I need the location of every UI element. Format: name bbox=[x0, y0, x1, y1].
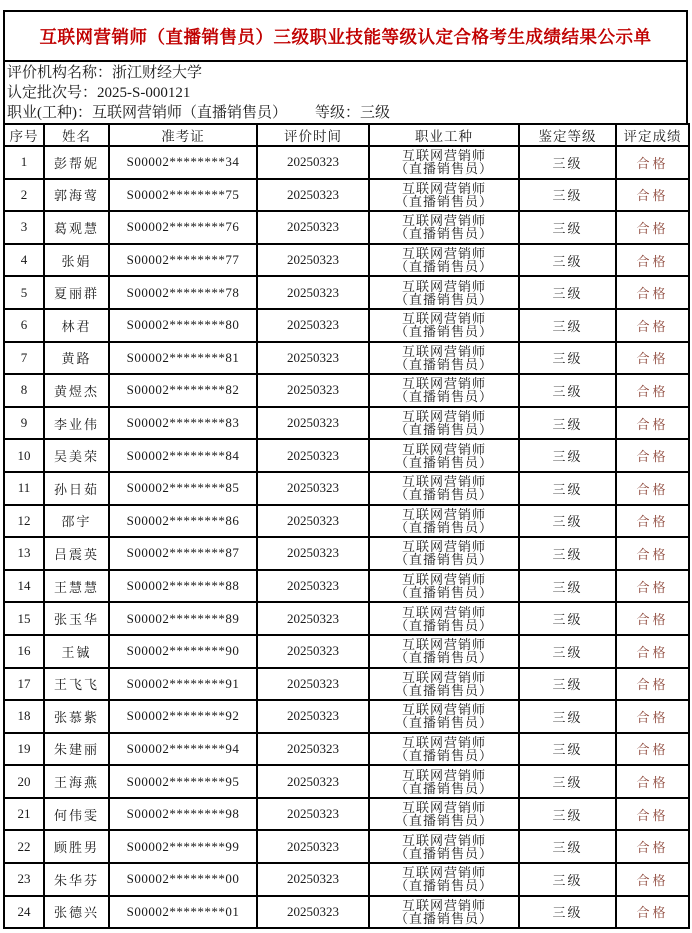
cell-result: 合格 bbox=[616, 472, 689, 505]
cell-level: 三级 bbox=[519, 765, 616, 798]
cell-level: 三级 bbox=[519, 146, 616, 179]
cell-seq: 21 bbox=[4, 798, 44, 831]
cell-eval-time: 20250323 bbox=[257, 439, 369, 472]
info-section bbox=[3, 62, 688, 123]
occupation-line1: 互联网营销师 bbox=[401, 897, 486, 913]
cell-eval-time: 20250323 bbox=[257, 146, 369, 179]
occupation-line2: （直播销售员） bbox=[394, 193, 493, 209]
cell-eval-time: 20250323 bbox=[257, 765, 369, 798]
cell-result: 合格 bbox=[616, 276, 689, 309]
cell-level: 三级 bbox=[519, 830, 616, 863]
cell-ticket: S00002********89 bbox=[109, 602, 257, 635]
cell-seq: 19 bbox=[4, 733, 44, 766]
cell-eval-time: 20250323 bbox=[257, 602, 369, 635]
cell-result: 合格 bbox=[616, 668, 689, 701]
cell-name: 邵宇 bbox=[44, 505, 109, 538]
cell-occupation bbox=[369, 309, 519, 342]
occupation-line1: 互联网营销师 bbox=[401, 213, 486, 229]
cell-name: 郭海莺 bbox=[44, 179, 109, 212]
cell-result: 合格 bbox=[616, 146, 689, 179]
info-occupation: 职业(工种)：互联网营销师（直播销售员） bbox=[7, 104, 287, 121]
occupation-line2: （直播销售员） bbox=[394, 715, 493, 731]
cell-result: 合格 bbox=[616, 635, 689, 668]
cell-name: 彭帮妮 bbox=[44, 146, 109, 179]
cell-name: 张德兴 bbox=[44, 896, 109, 929]
cell-name: 李业伟 bbox=[44, 407, 109, 440]
document-title: 互联网营销师（直播销售员）三级职业技能等级认定合格考生成绩结果公示单 bbox=[39, 26, 652, 47]
header-eval-time: 评价时间 bbox=[257, 124, 369, 146]
occupation-line1: 互联网营销师 bbox=[401, 572, 486, 588]
cell-result: 合格 bbox=[616, 602, 689, 635]
cell-ticket: S00002********77 bbox=[109, 244, 257, 277]
table-row bbox=[4, 309, 689, 342]
cell-eval-time: 20250323 bbox=[257, 179, 369, 212]
cell-occupation bbox=[369, 570, 519, 603]
cell-name: 王飞飞 bbox=[44, 668, 109, 701]
cell-name: 吴美荣 bbox=[44, 439, 109, 472]
occupation-line2: （直播销售员） bbox=[394, 650, 493, 666]
cell-ticket: S00002********76 bbox=[109, 211, 257, 244]
cell-name: 黄路 bbox=[44, 342, 109, 375]
cell-ticket: S00002********75 bbox=[109, 179, 257, 212]
cell-name: 林君 bbox=[44, 309, 109, 342]
cell-result: 合格 bbox=[616, 505, 689, 538]
cell-name: 吕震英 bbox=[44, 537, 109, 570]
occupation-line1: 互联网营销师 bbox=[401, 278, 486, 294]
cell-seq: 2 bbox=[4, 179, 44, 212]
cell-result: 合格 bbox=[616, 537, 689, 570]
cell-ticket: S00002********80 bbox=[109, 309, 257, 342]
table-row bbox=[4, 439, 689, 472]
table-row bbox=[4, 407, 689, 440]
occupation-line2: （直播销售员） bbox=[394, 226, 493, 242]
cell-name: 黄煜杰 bbox=[44, 374, 109, 407]
cell-ticket: S00002********87 bbox=[109, 537, 257, 570]
occupation-line2: （直播销售员） bbox=[394, 487, 493, 503]
cell-occupation bbox=[369, 374, 519, 407]
cell-occupation bbox=[369, 602, 519, 635]
cell-level: 三级 bbox=[519, 602, 616, 635]
occupation-line2: （直播销售员） bbox=[394, 356, 493, 372]
cell-eval-time: 20250323 bbox=[257, 830, 369, 863]
cell-ticket: S00002********83 bbox=[109, 407, 257, 440]
table-row bbox=[4, 830, 689, 863]
table-row bbox=[4, 374, 689, 407]
cell-occupation bbox=[369, 537, 519, 570]
cell-occupation bbox=[369, 798, 519, 831]
occupation-line1: 互联网营销师 bbox=[401, 767, 486, 783]
table-row bbox=[4, 570, 689, 603]
cell-name: 朱华芬 bbox=[44, 863, 109, 896]
cell-seq: 10 bbox=[4, 439, 44, 472]
table-row bbox=[4, 472, 689, 505]
table-row bbox=[4, 276, 689, 309]
cell-result: 合格 bbox=[616, 342, 689, 375]
occupation-line2: （直播销售员） bbox=[394, 454, 493, 470]
cell-seq: 22 bbox=[4, 830, 44, 863]
cell-level: 三级 bbox=[519, 276, 616, 309]
cell-name: 葛观慧 bbox=[44, 211, 109, 244]
cell-level: 三级 bbox=[519, 472, 616, 505]
cell-eval-time: 20250323 bbox=[257, 407, 369, 440]
cell-result: 合格 bbox=[616, 211, 689, 244]
cell-seq: 24 bbox=[4, 896, 44, 929]
table-row bbox=[4, 146, 689, 179]
cell-seq: 9 bbox=[4, 407, 44, 440]
table-row bbox=[4, 602, 689, 635]
cell-ticket: S00002********34 bbox=[109, 146, 257, 179]
cell-seq: 5 bbox=[4, 276, 44, 309]
cell-level: 三级 bbox=[519, 439, 616, 472]
cell-occupation bbox=[369, 211, 519, 244]
cell-eval-time: 20250323 bbox=[257, 863, 369, 896]
cell-seq: 18 bbox=[4, 700, 44, 733]
cell-level: 三级 bbox=[519, 374, 616, 407]
cell-result: 合格 bbox=[616, 733, 689, 766]
cell-occupation bbox=[369, 765, 519, 798]
cell-seq: 12 bbox=[4, 505, 44, 538]
cell-occupation bbox=[369, 146, 519, 179]
occupation-line1: 互联网营销师 bbox=[401, 702, 486, 718]
cell-name: 张玉华 bbox=[44, 602, 109, 635]
cell-level: 三级 bbox=[519, 505, 616, 538]
cell-occupation bbox=[369, 700, 519, 733]
cell-name: 张娟 bbox=[44, 244, 109, 277]
cell-level: 三级 bbox=[519, 309, 616, 342]
occupation-line2: （直播销售员） bbox=[394, 813, 493, 829]
cell-seq: 15 bbox=[4, 602, 44, 635]
header-ticket: 准考证 bbox=[109, 124, 257, 146]
occupation-line2: （直播销售员） bbox=[394, 291, 493, 307]
header-name: 姓名 bbox=[44, 124, 109, 146]
cell-result: 合格 bbox=[616, 798, 689, 831]
cell-eval-time: 20250323 bbox=[257, 472, 369, 505]
occupation-line1: 互联网营销师 bbox=[401, 832, 486, 848]
occupation-line1: 互联网营销师 bbox=[401, 180, 486, 196]
occupation-line2: （直播销售员） bbox=[394, 259, 493, 275]
cell-seq: 20 bbox=[4, 765, 44, 798]
cell-occupation bbox=[369, 635, 519, 668]
cell-result: 合格 bbox=[616, 374, 689, 407]
table-row bbox=[4, 668, 689, 701]
occupation-line1: 互联网营销师 bbox=[401, 441, 486, 457]
occupation-line1: 互联网营销师 bbox=[401, 376, 486, 392]
cell-ticket: S00002********01 bbox=[109, 896, 257, 929]
occupation-line1: 互联网营销师 bbox=[401, 800, 486, 816]
cell-level: 三级 bbox=[519, 179, 616, 212]
table-row bbox=[4, 863, 689, 896]
occupation-line2: （直播销售员） bbox=[394, 422, 493, 438]
table-row bbox=[4, 244, 689, 277]
header-seq: 序号 bbox=[4, 124, 44, 146]
info-level: 等级：三级 bbox=[315, 104, 391, 121]
cell-eval-time: 20250323 bbox=[257, 668, 369, 701]
cell-name: 夏丽群 bbox=[44, 276, 109, 309]
cell-occupation bbox=[369, 733, 519, 766]
cell-eval-time: 20250323 bbox=[257, 309, 369, 342]
cell-ticket: S00002********78 bbox=[109, 276, 257, 309]
cell-eval-time: 20250323 bbox=[257, 798, 369, 831]
cell-occupation bbox=[369, 830, 519, 863]
cell-name: 何伟雯 bbox=[44, 798, 109, 831]
cell-name: 张慕紫 bbox=[44, 700, 109, 733]
cell-eval-time: 20250323 bbox=[257, 244, 369, 277]
cell-result: 合格 bbox=[616, 179, 689, 212]
occupation-line2: （直播销售员） bbox=[394, 324, 493, 340]
cell-level: 三级 bbox=[519, 896, 616, 929]
cell-ticket: S00002********86 bbox=[109, 505, 257, 538]
cell-occupation bbox=[369, 505, 519, 538]
cell-level: 三级 bbox=[519, 407, 616, 440]
occupation-line2: （直播销售员） bbox=[394, 682, 493, 698]
cell-level: 三级 bbox=[519, 863, 616, 896]
cell-eval-time: 20250323 bbox=[257, 342, 369, 375]
cell-level: 三级 bbox=[519, 700, 616, 733]
info-batch: 认定批次号：2025-S-000121 bbox=[7, 84, 191, 101]
occupation-line2: （直播销售员） bbox=[394, 519, 493, 535]
table-row bbox=[4, 179, 689, 212]
cell-occupation bbox=[369, 668, 519, 701]
cell-seq: 13 bbox=[4, 537, 44, 570]
cell-eval-time: 20250323 bbox=[257, 505, 369, 538]
cell-ticket: S00002********85 bbox=[109, 472, 257, 505]
cell-eval-time: 20250323 bbox=[257, 374, 369, 407]
cell-occupation bbox=[369, 342, 519, 375]
cell-eval-time: 20250323 bbox=[257, 635, 369, 668]
cell-seq: 16 bbox=[4, 635, 44, 668]
results-table bbox=[3, 123, 690, 929]
cell-occupation bbox=[369, 244, 519, 277]
table-body bbox=[4, 146, 689, 928]
cell-result: 合格 bbox=[616, 244, 689, 277]
cell-result: 合格 bbox=[616, 863, 689, 896]
occupation-line1: 互联网营销师 bbox=[401, 246, 486, 262]
cell-result: 合格 bbox=[616, 570, 689, 603]
occupation-line2: （直播销售员） bbox=[394, 552, 493, 568]
cell-level: 三级 bbox=[519, 635, 616, 668]
cell-name: 王铖 bbox=[44, 635, 109, 668]
table-row bbox=[4, 537, 689, 570]
table-row bbox=[4, 798, 689, 831]
cell-level: 三级 bbox=[519, 342, 616, 375]
cell-level: 三级 bbox=[519, 733, 616, 766]
occupation-line2: （直播销售员） bbox=[394, 878, 493, 894]
cell-level: 三级 bbox=[519, 668, 616, 701]
cell-ticket: S00002********88 bbox=[109, 570, 257, 603]
cell-eval-time: 20250323 bbox=[257, 276, 369, 309]
cell-occupation bbox=[369, 407, 519, 440]
cell-result: 合格 bbox=[616, 309, 689, 342]
cell-result: 合格 bbox=[616, 896, 689, 929]
cell-occupation bbox=[369, 472, 519, 505]
occupation-line1: 互联网营销师 bbox=[401, 539, 486, 555]
cell-level: 三级 bbox=[519, 798, 616, 831]
cell-level: 三级 bbox=[519, 537, 616, 570]
cell-eval-time: 20250323 bbox=[257, 733, 369, 766]
cell-occupation bbox=[369, 896, 519, 929]
occupation-line1: 互联网营销师 bbox=[401, 865, 486, 881]
cell-eval-time: 20250323 bbox=[257, 570, 369, 603]
cell-occupation bbox=[369, 863, 519, 896]
cell-eval-time: 20250323 bbox=[257, 700, 369, 733]
occupation-line1: 互联网营销师 bbox=[401, 311, 486, 327]
header-result: 评定成绩 bbox=[616, 124, 689, 146]
table-row bbox=[4, 765, 689, 798]
occupation-line2: （直播销售员） bbox=[394, 747, 493, 763]
cell-seq: 3 bbox=[4, 211, 44, 244]
cell-ticket: S00002********00 bbox=[109, 863, 257, 896]
cell-seq: 17 bbox=[4, 668, 44, 701]
cell-level: 三级 bbox=[519, 570, 616, 603]
cell-name: 孙日茹 bbox=[44, 472, 109, 505]
occupation-line1: 互联网营销师 bbox=[401, 148, 486, 164]
cell-seq: 14 bbox=[4, 570, 44, 603]
cell-result: 合格 bbox=[616, 830, 689, 863]
occupation-line1: 互联网营销师 bbox=[401, 604, 486, 620]
cell-result: 合格 bbox=[616, 700, 689, 733]
table-row bbox=[4, 896, 689, 929]
occupation-line2: （直播销售员） bbox=[394, 161, 493, 177]
cell-result: 合格 bbox=[616, 765, 689, 798]
cell-seq: 1 bbox=[4, 146, 44, 179]
cell-seq: 23 bbox=[4, 863, 44, 896]
cell-seq: 11 bbox=[4, 472, 44, 505]
occupation-line2: （直播销售员） bbox=[394, 780, 493, 796]
occupation-line1: 互联网营销师 bbox=[401, 343, 486, 359]
table-header-row bbox=[4, 124, 689, 146]
cell-occupation bbox=[369, 439, 519, 472]
table-row bbox=[4, 635, 689, 668]
occupation-line1: 互联网营销师 bbox=[401, 637, 486, 653]
occupation-line1: 互联网营销师 bbox=[401, 669, 486, 685]
table-row bbox=[4, 505, 689, 538]
cell-result: 合格 bbox=[616, 407, 689, 440]
cell-seq: 4 bbox=[4, 244, 44, 277]
document-title-box bbox=[3, 10, 688, 62]
occupation-line2: （直播销售员） bbox=[394, 585, 493, 601]
cell-eval-time: 20250323 bbox=[257, 896, 369, 929]
cell-ticket: S00002********99 bbox=[109, 830, 257, 863]
cell-name: 王慧慧 bbox=[44, 570, 109, 603]
occupation-line2: （直播销售员） bbox=[394, 617, 493, 633]
result-publicity-sheet bbox=[3, 10, 688, 929]
cell-ticket: S00002********95 bbox=[109, 765, 257, 798]
cell-name: 顾胜男 bbox=[44, 830, 109, 863]
table-row bbox=[4, 700, 689, 733]
cell-ticket: S00002********82 bbox=[109, 374, 257, 407]
cell-ticket: S00002********98 bbox=[109, 798, 257, 831]
occupation-line2: （直播销售员） bbox=[394, 389, 493, 405]
occupation-line2: （直播销售员） bbox=[394, 910, 493, 926]
occupation-line2: （直播销售员） bbox=[394, 845, 493, 861]
cell-ticket: S00002********90 bbox=[109, 635, 257, 668]
cell-ticket: S00002********94 bbox=[109, 733, 257, 766]
cell-result: 合格 bbox=[616, 439, 689, 472]
cell-seq: 8 bbox=[4, 374, 44, 407]
cell-level: 三级 bbox=[519, 211, 616, 244]
cell-level: 三级 bbox=[519, 244, 616, 277]
header-level: 鉴定等级 bbox=[519, 124, 616, 146]
cell-name: 王海燕 bbox=[44, 765, 109, 798]
cell-seq: 6 bbox=[4, 309, 44, 342]
info-occupation-level bbox=[7, 104, 684, 123]
cell-ticket: S00002********81 bbox=[109, 342, 257, 375]
info-agency: 评价机构名称：浙江财经大学 bbox=[7, 65, 203, 82]
table-row bbox=[4, 733, 689, 766]
cell-occupation bbox=[369, 179, 519, 212]
occupation-line1: 互联网营销师 bbox=[401, 409, 486, 425]
cell-ticket: S00002********91 bbox=[109, 668, 257, 701]
cell-name: 朱建丽 bbox=[44, 733, 109, 766]
occupation-line1: 互联网营销师 bbox=[401, 474, 486, 490]
header-occupation: 职业工种 bbox=[369, 124, 519, 146]
table-row bbox=[4, 211, 689, 244]
occupation-line1: 互联网营销师 bbox=[401, 506, 486, 522]
occupation-line1: 互联网营销师 bbox=[401, 734, 486, 750]
table-row bbox=[4, 342, 689, 375]
cell-eval-time: 20250323 bbox=[257, 537, 369, 570]
cell-occupation bbox=[369, 276, 519, 309]
cell-ticket: S00002********92 bbox=[109, 700, 257, 733]
cell-seq: 7 bbox=[4, 342, 44, 375]
cell-eval-time: 20250323 bbox=[257, 211, 369, 244]
cell-ticket: S00002********84 bbox=[109, 439, 257, 472]
